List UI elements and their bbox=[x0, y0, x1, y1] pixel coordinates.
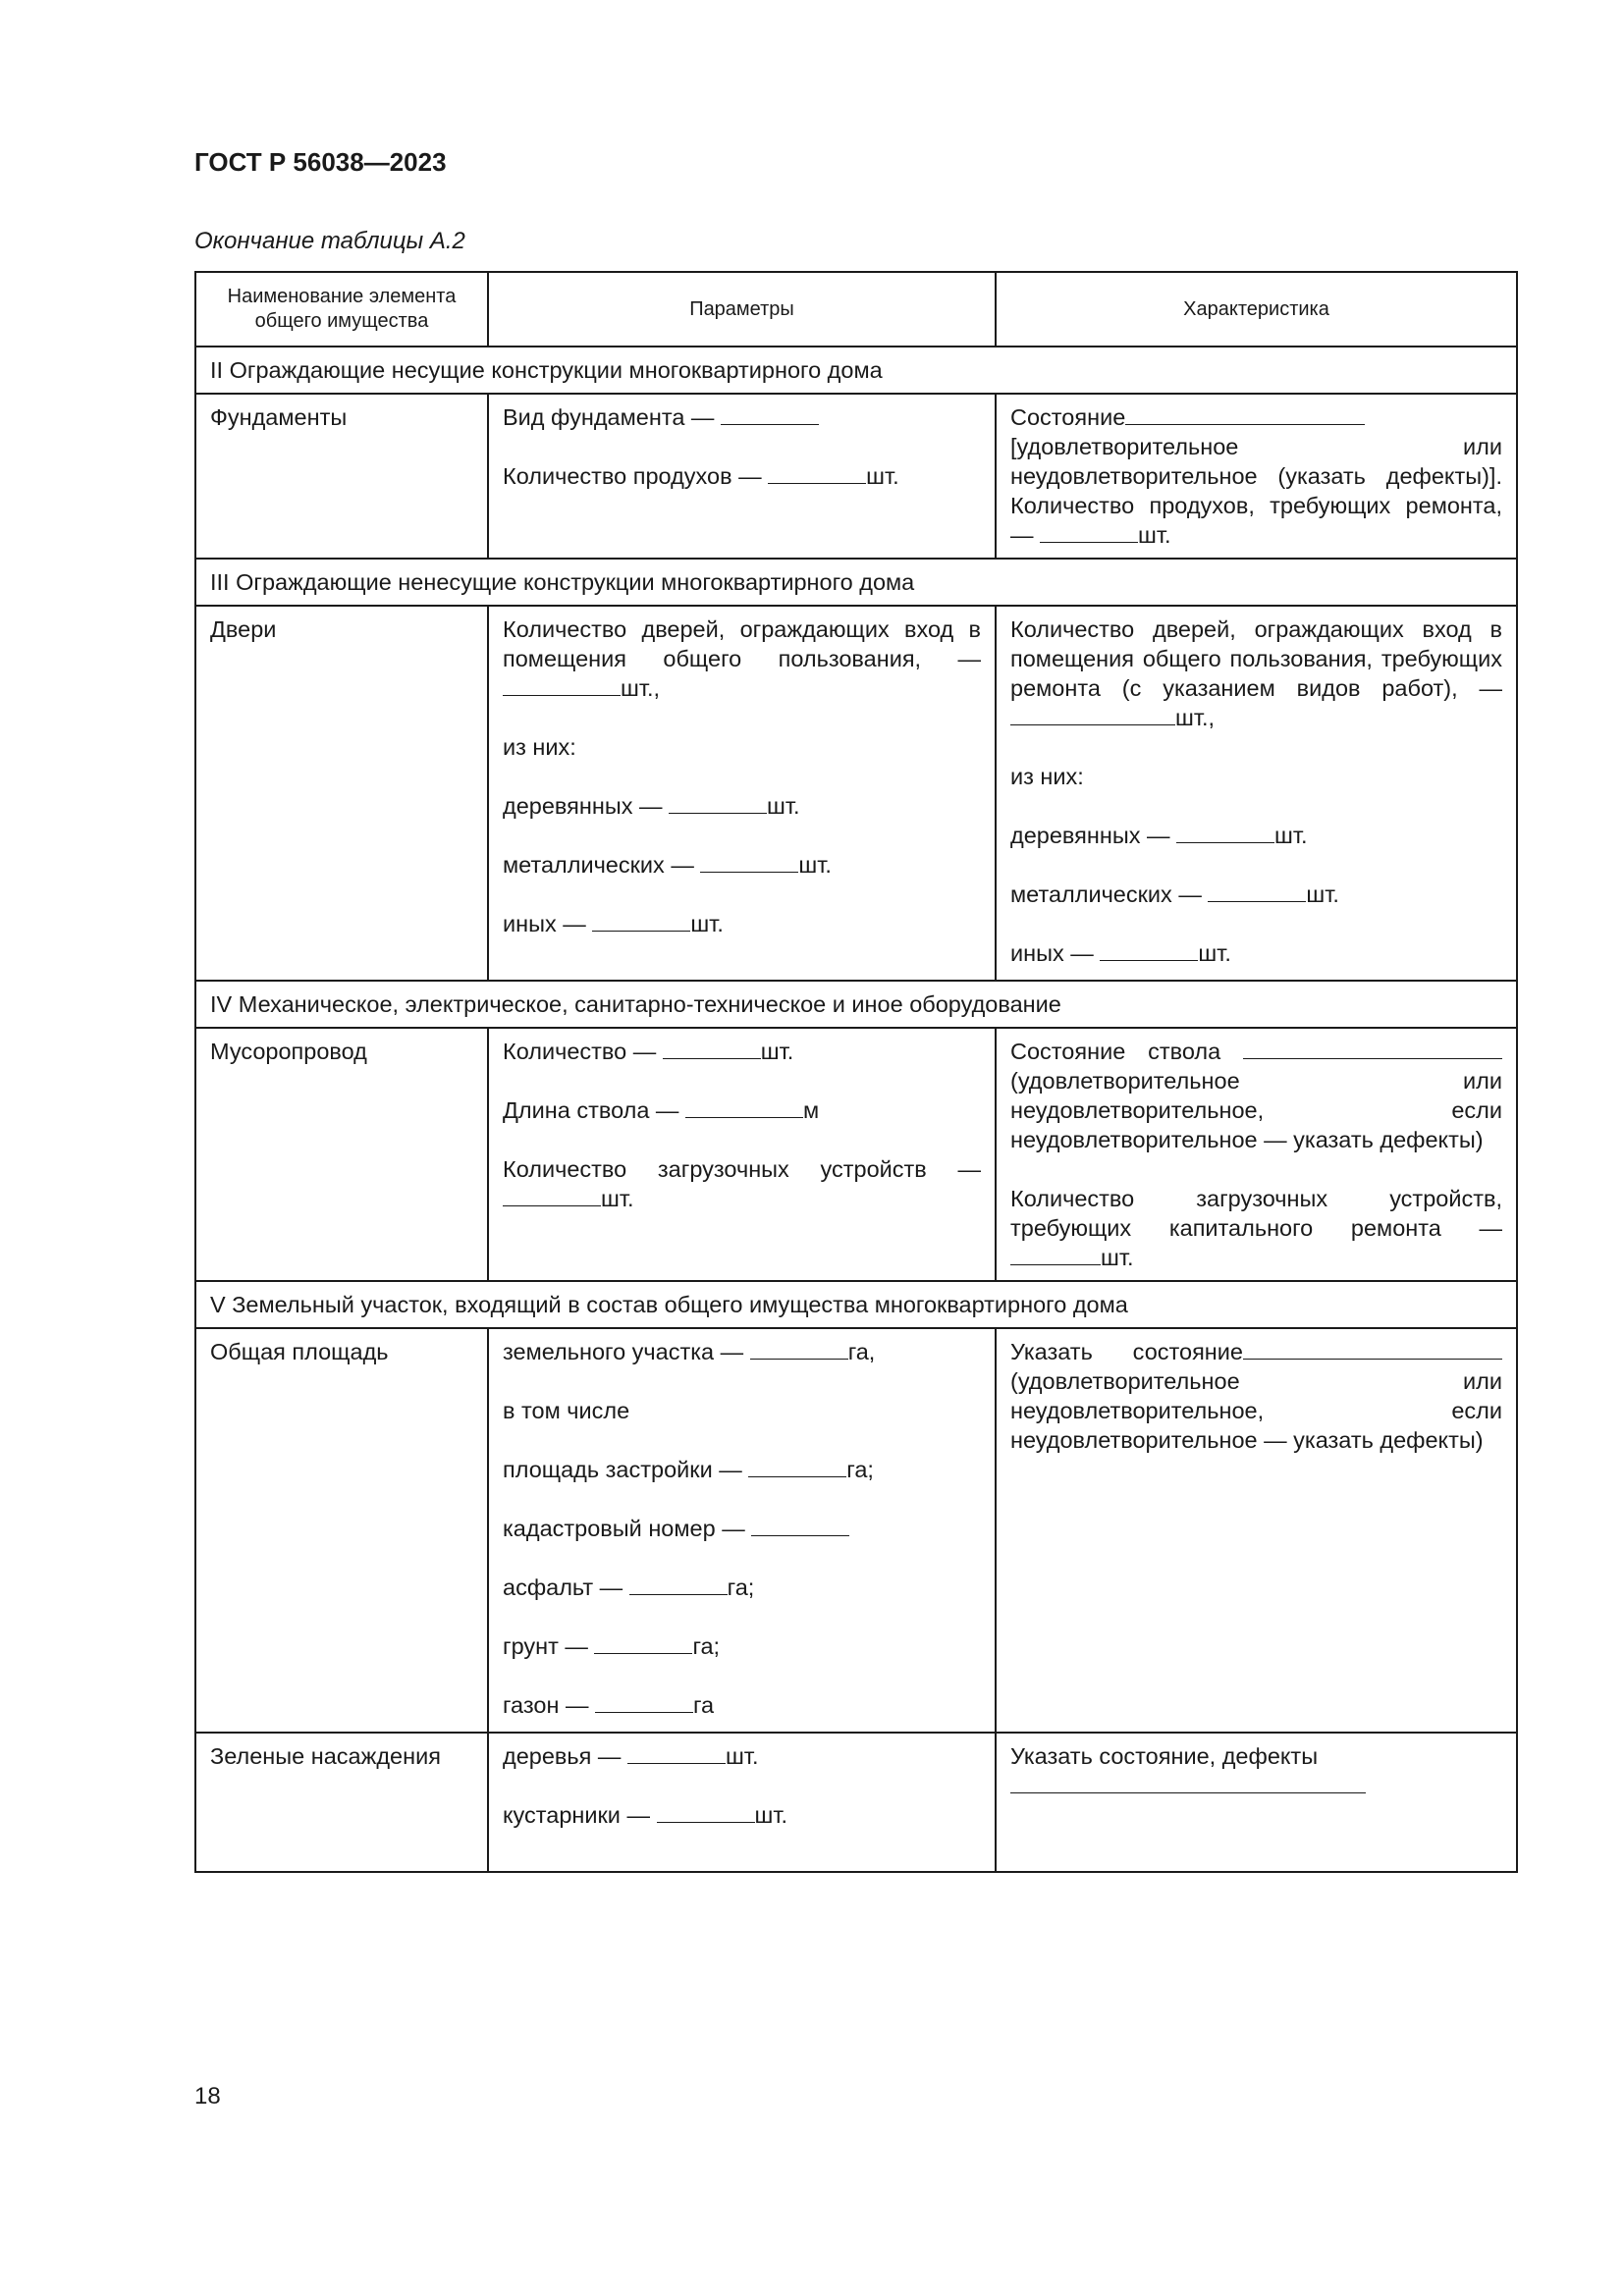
fill-blank[interactable] bbox=[657, 1800, 755, 1823]
element-name: Мусоропровод bbox=[195, 1028, 488, 1281]
parameters-cell: Количество дверей, ограждающих вход в помещения общего пользования, — шт., из них: деревянных — шт. металлических — шт. иных — шт. bbox=[488, 606, 996, 981]
fill-blank[interactable] bbox=[1010, 1771, 1366, 1793]
fill-blank[interactable] bbox=[768, 461, 866, 484]
parameters-cell: Вид фундамента — Количество продухов — шт. bbox=[488, 394, 996, 559]
section-title: IV Механическое, электрическое, санитарно-техническое и иное оборудование bbox=[195, 981, 1517, 1028]
fill-blank[interactable] bbox=[627, 1741, 726, 1764]
element-name: Зеленые насаждения bbox=[195, 1733, 488, 1872]
element-name: Двери bbox=[195, 606, 488, 981]
parameters-cell: деревья — шт. кустарники — шт. bbox=[488, 1733, 996, 1872]
section-row-3 bbox=[195, 559, 1517, 606]
fill-blank[interactable] bbox=[663, 1037, 761, 1059]
fill-blank[interactable] bbox=[1040, 520, 1138, 543]
characteristic-cell: Состояние [удовлетворительное или неудовлетворительное (указать дефекты)]. Количество продухов, требующих ремонта, — шт. bbox=[996, 394, 1517, 559]
fill-blank[interactable] bbox=[629, 1573, 728, 1595]
section-title: II Ограждающие несущие конструкции многоквартирного дома bbox=[195, 347, 1517, 394]
fill-blank[interactable] bbox=[1243, 1037, 1502, 1059]
fill-blank[interactable] bbox=[1010, 1243, 1101, 1265]
parameters-cell: земельного участка — га, в том числе площадь застройки — га; кадастровый номер — асфальт — га; грунт — га; газон — га bbox=[488, 1328, 996, 1733]
fill-blank[interactable] bbox=[748, 1455, 846, 1477]
table-header-row bbox=[195, 272, 1517, 347]
fill-blank[interactable] bbox=[1010, 703, 1175, 725]
header-characteristic: Характеристика bbox=[996, 272, 1517, 347]
table-row bbox=[195, 1328, 1517, 1733]
fill-blank[interactable] bbox=[1176, 821, 1274, 843]
fill-blank[interactable] bbox=[592, 909, 690, 932]
fill-blank[interactable] bbox=[750, 1337, 848, 1360]
table-row bbox=[195, 1028, 1517, 1281]
fill-blank[interactable] bbox=[503, 673, 621, 696]
fill-blank[interactable] bbox=[669, 791, 767, 814]
header-parameters: Параметры bbox=[488, 272, 996, 347]
characteristic-cell: Указать состояние (удовлетворительное или неудовлетворительное, если неудовлетворительное — указать дефекты) bbox=[996, 1328, 1517, 1733]
table-row bbox=[195, 606, 1517, 981]
fill-blank[interactable] bbox=[1125, 402, 1365, 425]
fill-blank[interactable] bbox=[751, 1514, 849, 1536]
property-elements-table bbox=[194, 271, 1518, 1873]
document-header: ГОСТ Р 56038—2023 bbox=[194, 147, 447, 177]
fill-blank[interactable] bbox=[1243, 1337, 1502, 1360]
fill-blank[interactable] bbox=[721, 402, 819, 425]
table-row bbox=[195, 1733, 1517, 1872]
fill-blank[interactable] bbox=[595, 1690, 693, 1713]
section-title: V Земельный участок, входящий в состав общего имущества многоквартирного дома bbox=[195, 1281, 1517, 1328]
page-number: 18 bbox=[194, 2083, 221, 2109]
fill-blank[interactable] bbox=[700, 850, 798, 873]
element-name: Фундаменты bbox=[195, 394, 488, 559]
characteristic-cell: Указать состояние, дефекты bbox=[996, 1733, 1517, 1872]
table-row bbox=[195, 394, 1517, 559]
header-element-name: Наименование элемента общего имущества bbox=[195, 272, 488, 347]
table-caption: Окончание таблицы А.2 bbox=[194, 228, 465, 254]
fill-blank[interactable] bbox=[503, 1184, 601, 1206]
parameters-cell: Количество — шт. Длина ствола — м Количество загрузочных устройств — шт. bbox=[488, 1028, 996, 1281]
section-row-2 bbox=[195, 347, 1517, 394]
fill-blank[interactable] bbox=[594, 1631, 692, 1654]
section-title: III Ограждающие ненесущие конструкции многоквартирного дома bbox=[195, 559, 1517, 606]
characteristic-cell: Состояние ствола (удовлетворительное или неудовлетворительное, если неудовлетворительное — указать дефекты) Количество загрузочных устройств, требующих капитального ремонта — шт. bbox=[996, 1028, 1517, 1281]
fill-blank[interactable] bbox=[1100, 938, 1198, 961]
section-row-5 bbox=[195, 1281, 1517, 1328]
fill-blank[interactable] bbox=[685, 1095, 803, 1118]
section-row-4 bbox=[195, 981, 1517, 1028]
element-name: Общая площадь bbox=[195, 1328, 488, 1733]
fill-blank[interactable] bbox=[1208, 880, 1306, 902]
characteristic-cell: Количество дверей, ограждающих вход в помещения общего пользования, требующих ремонта (с указанием видов работ), — шт., из них: деревянных — шт. металлических — шт. иных — шт. bbox=[996, 606, 1517, 981]
